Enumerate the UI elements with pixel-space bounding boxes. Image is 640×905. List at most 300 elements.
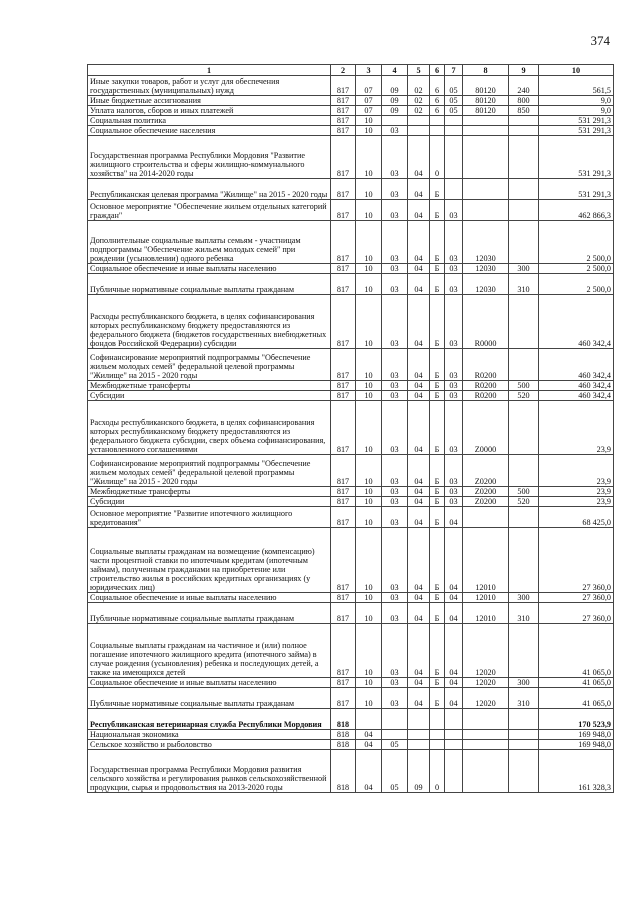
direction-code: R0000 bbox=[463, 295, 509, 349]
amount: 460 342,4 bbox=[539, 391, 614, 401]
program-code: 02 bbox=[408, 76, 430, 96]
amount: 27 360,0 bbox=[539, 603, 614, 624]
gr-code: 817 bbox=[331, 603, 356, 624]
event-code: 04 bbox=[445, 603, 463, 624]
amount: 41 065,0 bbox=[539, 688, 614, 709]
subprogram-code: Б bbox=[430, 381, 445, 391]
program-code bbox=[408, 740, 430, 750]
row-name: Государственная программа Республики Мордовия "Развитие жилищного строительства и сферы жилищно-коммунального хозяйства" на 2014-2020 годы bbox=[88, 136, 331, 179]
table-row bbox=[88, 391, 614, 401]
gr-code: 817 bbox=[331, 497, 356, 507]
amount: 23,9 bbox=[539, 487, 614, 497]
expense-type-code: 310 bbox=[509, 603, 539, 624]
gr-code: 817 bbox=[331, 401, 356, 455]
event-code bbox=[445, 136, 463, 179]
subprogram-code: Б bbox=[430, 264, 445, 274]
subprogram-code: Б bbox=[430, 678, 445, 688]
subsection-code: 03 bbox=[382, 603, 408, 624]
expense-type-code: 520 bbox=[509, 497, 539, 507]
program-code: 04 bbox=[408, 200, 430, 221]
program-code: 04 bbox=[408, 264, 430, 274]
subprogram-code: Б bbox=[430, 274, 445, 295]
subsection-code: 03 bbox=[382, 136, 408, 179]
expense-type-code: 300 bbox=[509, 593, 539, 603]
subsection-code: 03 bbox=[382, 688, 408, 709]
amount: 2 500,0 bbox=[539, 274, 614, 295]
subsection-code: 03 bbox=[382, 528, 408, 593]
section-code: 10 bbox=[356, 678, 382, 688]
event-code: 03 bbox=[445, 264, 463, 274]
subsection-code: 05 bbox=[382, 750, 408, 793]
event-code bbox=[445, 730, 463, 740]
subprogram-code: Б bbox=[430, 179, 445, 200]
subprogram-code: Б bbox=[430, 221, 445, 264]
subprogram-code: Б bbox=[430, 295, 445, 349]
table-row bbox=[88, 593, 614, 603]
column-header: 6 bbox=[430, 65, 445, 76]
subprogram-code bbox=[430, 126, 445, 136]
event-code: 04 bbox=[445, 593, 463, 603]
expense-type-code bbox=[509, 528, 539, 593]
direction-code: Z0200 bbox=[463, 487, 509, 497]
subsection-code: 03 bbox=[382, 624, 408, 678]
direction-code: 12010 bbox=[463, 528, 509, 593]
row-name: Публичные нормативные социальные выплаты гражданам bbox=[88, 603, 331, 624]
direction-code: 12020 bbox=[463, 688, 509, 709]
row-name: Республиканская ветеринарная служба Республики Мордовия bbox=[88, 709, 331, 730]
row-name: Социальное обеспечение и иные выплаты населению bbox=[88, 264, 331, 274]
row-name: Социальное обеспечение и иные выплаты населению bbox=[88, 593, 331, 603]
amount: 161 328,3 bbox=[539, 750, 614, 793]
table-row bbox=[88, 221, 614, 264]
gr-code: 817 bbox=[331, 136, 356, 179]
event-code bbox=[445, 179, 463, 200]
gr-code: 817 bbox=[331, 126, 356, 136]
gr-code: 817 bbox=[331, 76, 356, 96]
gr-code: 817 bbox=[331, 381, 356, 391]
row-name: Иные закупки товаров, работ и услуг для обеспечения государственных (муниципальных) нужд bbox=[88, 76, 331, 96]
program-code: 04 bbox=[408, 487, 430, 497]
program-code bbox=[408, 116, 430, 126]
direction-code: Z0200 bbox=[463, 497, 509, 507]
table-row bbox=[88, 740, 614, 750]
program-code: 04 bbox=[408, 455, 430, 487]
subprogram-code: 6 bbox=[430, 96, 445, 106]
table-row bbox=[88, 136, 614, 179]
subsection-code: 03 bbox=[382, 593, 408, 603]
column-header: 3 bbox=[356, 65, 382, 76]
amount: 531 291,3 bbox=[539, 116, 614, 126]
event-code: 03 bbox=[445, 455, 463, 487]
table-row bbox=[88, 264, 614, 274]
section-code: 10 bbox=[356, 528, 382, 593]
expense-type-code: 310 bbox=[509, 274, 539, 295]
program-code bbox=[408, 709, 430, 730]
direction-code: R0200 bbox=[463, 349, 509, 381]
section-code: 10 bbox=[356, 136, 382, 179]
column-header-row bbox=[88, 65, 614, 76]
section-code: 10 bbox=[356, 455, 382, 487]
row-name: Субсидии bbox=[88, 391, 331, 401]
amount: 23,9 bbox=[539, 455, 614, 487]
subprogram-code: 0 bbox=[430, 136, 445, 179]
program-code: 04 bbox=[408, 295, 430, 349]
event-code: 04 bbox=[445, 624, 463, 678]
expense-type-code bbox=[509, 200, 539, 221]
section-code: 10 bbox=[356, 688, 382, 709]
column-header: 1 bbox=[88, 65, 331, 76]
subprogram-code: Б bbox=[430, 455, 445, 487]
expense-type-code: 240 bbox=[509, 76, 539, 96]
expense-type-code bbox=[509, 401, 539, 455]
row-name: Социальное обеспечение и иные выплаты населению bbox=[88, 678, 331, 688]
expense-type-code bbox=[509, 740, 539, 750]
event-code: 03 bbox=[445, 497, 463, 507]
section-code: 10 bbox=[356, 200, 382, 221]
column-header: 4 bbox=[382, 65, 408, 76]
program-code: 04 bbox=[408, 528, 430, 593]
table-row bbox=[88, 455, 614, 487]
expense-type-code: 300 bbox=[509, 678, 539, 688]
direction-code: 80120 bbox=[463, 106, 509, 116]
table-row bbox=[88, 96, 614, 106]
amount: 170 523,9 bbox=[539, 709, 614, 730]
row-name: Государственная программа Республики Мордовия развития сельского хозяйства и регулирования рынков сельскохозяйственной продукции, сырья и продовольствия на 2013-2020 годы bbox=[88, 750, 331, 793]
direction-code: R0200 bbox=[463, 391, 509, 401]
direction-code: R0200 bbox=[463, 381, 509, 391]
section-code: 10 bbox=[356, 603, 382, 624]
subsection-code bbox=[382, 116, 408, 126]
amount: 2 500,0 bbox=[539, 221, 614, 264]
table-row bbox=[88, 603, 614, 624]
event-code: 03 bbox=[445, 349, 463, 381]
expense-type-code bbox=[509, 624, 539, 678]
expense-type-code: 800 bbox=[509, 96, 539, 106]
section-code: 10 bbox=[356, 381, 382, 391]
row-name: Публичные нормативные социальные выплаты гражданам bbox=[88, 274, 331, 295]
row-name: Социальные выплаты гражданам на частичное и (или) полное погашение ипотечного жилищного кредита (ипотечного займа) в случае рождения (усыновления) ребенка и последующих детей, а также на имеющихся детей bbox=[88, 624, 331, 678]
amount: 23,9 bbox=[539, 401, 614, 455]
program-code: 04 bbox=[408, 497, 430, 507]
direction-code bbox=[463, 709, 509, 730]
event-code: 03 bbox=[445, 381, 463, 391]
table-row bbox=[88, 274, 614, 295]
amount: 531 291,3 bbox=[539, 179, 614, 200]
amount: 460 342,4 bbox=[539, 381, 614, 391]
section-code: 10 bbox=[356, 295, 382, 349]
amount: 68 425,0 bbox=[539, 507, 614, 528]
program-code: 04 bbox=[408, 391, 430, 401]
program-code: 04 bbox=[408, 221, 430, 264]
table-row bbox=[88, 381, 614, 391]
row-name: Республиканская целевая программа "Жилище" на 2015 - 2020 годы bbox=[88, 179, 331, 200]
table-row bbox=[88, 709, 614, 730]
gr-code: 817 bbox=[331, 96, 356, 106]
expense-type-code bbox=[509, 507, 539, 528]
expense-type-code bbox=[509, 750, 539, 793]
event-code bbox=[445, 709, 463, 730]
gr-code: 817 bbox=[331, 264, 356, 274]
event-code: 03 bbox=[445, 391, 463, 401]
event-code bbox=[445, 740, 463, 750]
section-code: 10 bbox=[356, 624, 382, 678]
table-row bbox=[88, 507, 614, 528]
row-name: Межбюджетные трансферты bbox=[88, 487, 331, 497]
table-row bbox=[88, 497, 614, 507]
event-code: 05 bbox=[445, 76, 463, 96]
table-row bbox=[88, 200, 614, 221]
subsection-code: 05 bbox=[382, 740, 408, 750]
event-code bbox=[445, 126, 463, 136]
expense-type-code: 310 bbox=[509, 688, 539, 709]
subsection-code: 03 bbox=[382, 349, 408, 381]
column-header: 2 bbox=[331, 65, 356, 76]
subsection-code: 03 bbox=[382, 401, 408, 455]
program-code: 09 bbox=[408, 750, 430, 793]
table-row bbox=[88, 179, 614, 200]
program-code: 04 bbox=[408, 507, 430, 528]
section-code: 10 bbox=[356, 507, 382, 528]
budget-table bbox=[87, 64, 614, 793]
subprogram-code: Б bbox=[430, 401, 445, 455]
gr-code: 817 bbox=[331, 295, 356, 349]
amount: 561,5 bbox=[539, 76, 614, 96]
subsection-code: 03 bbox=[382, 391, 408, 401]
direction-code: 12020 bbox=[463, 678, 509, 688]
gr-code: 818 bbox=[331, 740, 356, 750]
gr-code: 817 bbox=[331, 391, 356, 401]
section-code: 10 bbox=[356, 126, 382, 136]
program-code: 04 bbox=[408, 593, 430, 603]
amount: 9,0 bbox=[539, 106, 614, 116]
section-code: 10 bbox=[356, 487, 382, 497]
subprogram-code: Б bbox=[430, 391, 445, 401]
amount: 169 948,0 bbox=[539, 740, 614, 750]
direction-code bbox=[463, 730, 509, 740]
subsection-code: 03 bbox=[382, 295, 408, 349]
table-row bbox=[88, 678, 614, 688]
section-code: 10 bbox=[356, 593, 382, 603]
amount: 169 948,0 bbox=[539, 730, 614, 740]
table-row bbox=[88, 116, 614, 126]
gr-code: 817 bbox=[331, 274, 356, 295]
section-code bbox=[356, 709, 382, 730]
program-code: 04 bbox=[408, 688, 430, 709]
subsection-code: 03 bbox=[382, 126, 408, 136]
subprogram-code: Б bbox=[430, 349, 445, 381]
subsection-code: 03 bbox=[382, 455, 408, 487]
expense-type-code bbox=[509, 126, 539, 136]
subsection-code: 03 bbox=[382, 221, 408, 264]
program-code: 04 bbox=[408, 603, 430, 624]
direction-code bbox=[463, 200, 509, 221]
column-header: 5 bbox=[408, 65, 430, 76]
amount: 531 291,3 bbox=[539, 126, 614, 136]
subsection-code: 09 bbox=[382, 96, 408, 106]
event-code: 03 bbox=[445, 274, 463, 295]
subsection-code: 03 bbox=[382, 179, 408, 200]
expense-type-code bbox=[509, 116, 539, 126]
program-code: 04 bbox=[408, 381, 430, 391]
subsection-code: 09 bbox=[382, 106, 408, 116]
row-name: Субсидии bbox=[88, 497, 331, 507]
direction-code: 80120 bbox=[463, 76, 509, 96]
gr-code: 817 bbox=[331, 455, 356, 487]
row-name: Расходы республиканского бюджета, в целях софинансирования которых республиканскому бюджету предоставляются из федерального бюджета субсидии, сверх объема софинансирования, установленного соглашениями bbox=[88, 401, 331, 455]
subsection-code bbox=[382, 730, 408, 740]
subprogram-code bbox=[430, 116, 445, 126]
direction-code: 80120 bbox=[463, 96, 509, 106]
subprogram-code: 6 bbox=[430, 106, 445, 116]
section-code: 04 bbox=[356, 750, 382, 793]
subprogram-code: Б bbox=[430, 688, 445, 709]
gr-code: 818 bbox=[331, 730, 356, 740]
direction-code bbox=[463, 179, 509, 200]
section-code: 10 bbox=[356, 349, 382, 381]
section-code: 10 bbox=[356, 221, 382, 264]
gr-code: 817 bbox=[331, 507, 356, 528]
amount: 531 291,3 bbox=[539, 136, 614, 179]
section-code: 10 bbox=[356, 274, 382, 295]
row-name: Социальная политика bbox=[88, 116, 331, 126]
event-code: 05 bbox=[445, 106, 463, 116]
direction-code bbox=[463, 740, 509, 750]
section-code: 10 bbox=[356, 116, 382, 126]
amount: 41 065,0 bbox=[539, 624, 614, 678]
direction-code bbox=[463, 136, 509, 179]
event-code: 03 bbox=[445, 295, 463, 349]
program-code: 04 bbox=[408, 349, 430, 381]
expense-type-code bbox=[509, 179, 539, 200]
row-name: Межбюджетные трансферты bbox=[88, 381, 331, 391]
program-code bbox=[408, 126, 430, 136]
event-code bbox=[445, 116, 463, 126]
direction-code: 12030 bbox=[463, 274, 509, 295]
direction-code: 12010 bbox=[463, 593, 509, 603]
section-code: 10 bbox=[356, 401, 382, 455]
amount: 462 866,3 bbox=[539, 200, 614, 221]
direction-code: 12030 bbox=[463, 221, 509, 264]
direction-code: Z0200 bbox=[463, 455, 509, 487]
event-code: 03 bbox=[445, 487, 463, 497]
row-name: Иные бюджетные ассигнования bbox=[88, 96, 331, 106]
subsection-code: 09 bbox=[382, 76, 408, 96]
subprogram-code: 6 bbox=[430, 76, 445, 96]
amount: 23,9 bbox=[539, 497, 614, 507]
subprogram-code: Б bbox=[430, 603, 445, 624]
row-name: Сельское хозяйство и рыболовство bbox=[88, 740, 331, 750]
expense-type-code: 500 bbox=[509, 487, 539, 497]
program-code: 04 bbox=[408, 678, 430, 688]
gr-code: 817 bbox=[331, 116, 356, 126]
event-code: 04 bbox=[445, 688, 463, 709]
expense-type-code bbox=[509, 709, 539, 730]
expense-type-code: 850 bbox=[509, 106, 539, 116]
subprogram-code bbox=[430, 730, 445, 740]
row-name: Социальное обеспечение населения bbox=[88, 126, 331, 136]
subprogram-code: Б bbox=[430, 593, 445, 603]
event-code: 03 bbox=[445, 221, 463, 264]
program-code bbox=[408, 730, 430, 740]
section-code: 07 bbox=[356, 76, 382, 96]
row-name: Основное мероприятие "Развитие ипотечного жилищного кредитования" bbox=[88, 507, 331, 528]
event-code: 03 bbox=[445, 200, 463, 221]
subprogram-code: Б bbox=[430, 200, 445, 221]
amount: 27 360,0 bbox=[539, 528, 614, 593]
expense-type-code bbox=[509, 295, 539, 349]
program-code: 04 bbox=[408, 624, 430, 678]
subsection-code: 03 bbox=[382, 200, 408, 221]
event-code: 03 bbox=[445, 401, 463, 455]
table-row bbox=[88, 106, 614, 116]
subprogram-code: Б bbox=[430, 507, 445, 528]
table-row bbox=[88, 730, 614, 740]
gr-code: 817 bbox=[331, 678, 356, 688]
table-body bbox=[88, 76, 614, 793]
event-code: 04 bbox=[445, 507, 463, 528]
row-name: Основное мероприятие "Обеспечение жильем отдельных категорий граждан" bbox=[88, 200, 331, 221]
row-name: Софинансирование мероприятий подпрограммы "Обеспечение жильем молодых семей" федеральной целевой программы "Жилище" на 2015 - 2020 годы bbox=[88, 349, 331, 381]
table-row bbox=[88, 624, 614, 678]
page-number: 374 bbox=[590, 33, 610, 48]
expense-type-code bbox=[509, 136, 539, 179]
table-row bbox=[88, 688, 614, 709]
gr-code: 817 bbox=[331, 624, 356, 678]
expense-type-code bbox=[509, 221, 539, 264]
subsection-code: 03 bbox=[382, 381, 408, 391]
event-code: 04 bbox=[445, 678, 463, 688]
program-code: 04 bbox=[408, 401, 430, 455]
gr-code: 817 bbox=[331, 487, 356, 497]
direction-code bbox=[463, 126, 509, 136]
column-header: 9 bbox=[509, 65, 539, 76]
subprogram-code: Б bbox=[430, 528, 445, 593]
gr-code: 817 bbox=[331, 528, 356, 593]
gr-code: 818 bbox=[331, 709, 356, 730]
program-code: 04 bbox=[408, 274, 430, 295]
row-name: Национальная экономика bbox=[88, 730, 331, 740]
gr-code: 817 bbox=[331, 688, 356, 709]
expense-type-code bbox=[509, 730, 539, 740]
section-code: 04 bbox=[356, 730, 382, 740]
direction-code: 12010 bbox=[463, 603, 509, 624]
column-header: 10 bbox=[539, 65, 614, 76]
gr-code: 818 bbox=[331, 750, 356, 793]
section-code: 10 bbox=[356, 264, 382, 274]
subprogram-code bbox=[430, 709, 445, 730]
amount: 9,0 bbox=[539, 96, 614, 106]
row-name: Дополнительные социальные выплаты семьям - участницам подпрограммы "Обеспечение жильем молодых семей" при рождении (усыновлении) одного ребенка bbox=[88, 221, 331, 264]
program-code: 02 bbox=[408, 96, 430, 106]
section-code: 10 bbox=[356, 497, 382, 507]
gr-code: 817 bbox=[331, 179, 356, 200]
gr-code: 817 bbox=[331, 200, 356, 221]
gr-code: 817 bbox=[331, 593, 356, 603]
table-row bbox=[88, 349, 614, 381]
direction-code: Z0000 bbox=[463, 401, 509, 455]
direction-code: 12030 bbox=[463, 264, 509, 274]
direction-code bbox=[463, 116, 509, 126]
subprogram-code: Б bbox=[430, 497, 445, 507]
program-code: 04 bbox=[408, 136, 430, 179]
section-code: 07 bbox=[356, 106, 382, 116]
section-code: 07 bbox=[356, 96, 382, 106]
subprogram-code bbox=[430, 740, 445, 750]
subsection-code: 03 bbox=[382, 497, 408, 507]
subsection-code: 03 bbox=[382, 264, 408, 274]
subsection-code bbox=[382, 709, 408, 730]
amount: 27 360,0 bbox=[539, 593, 614, 603]
